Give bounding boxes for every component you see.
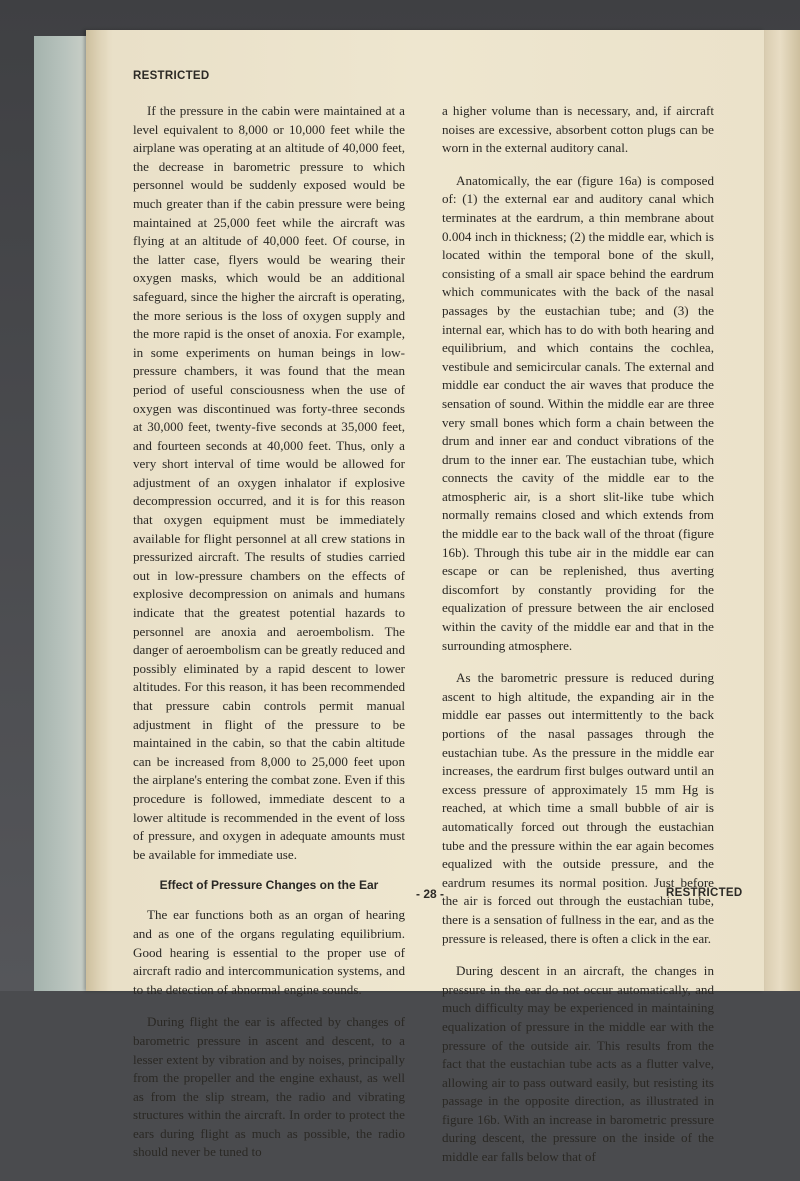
document-page (86, 30, 764, 1165)
right-column (442, 102, 714, 1181)
body-paragraph: During descent in an aircraft, the changes in pressure in the ear do not occur automatically, and much difficulty may be experienced in maintaining equalization of pressure in the middle ear with the pressure of the outside air. This results from the fact that the eustachian tube acts as a flutter valve, allowing air to pass outward easily, but resisting its passage in the opposite direction, as illustrated in figure 16b. With an increase in barometric pressure during descent, the pressure on the inside of the middle ear falls below that of (442, 963, 714, 1165)
facing-page-edge (34, 36, 86, 991)
body-paragraph: The ear functions both as an organ of hearing and as one of the organs regulating equilibrium. Good hearing is essential to the proper use of aircraft radio and intercommunication systems, and to the detection of abnormal engine sounds. (133, 907, 405, 997)
next-page-edge (764, 30, 800, 991)
section-heading: Effect of Pressure Changes on the Ear (159, 878, 379, 893)
body-paragraph: Anatomically, the ear (figure 16a) is composed of: (1) the external ear and auditory canal which terminates at the eardrum, a thin membrane about 0.004 inch in thickness; (2) the middle ear, which is located within the temporal bone of the skull, consisting of a small air space behind the eardrum which communicates with the back of the nasal passages by the eustachian tube; and (3) the internal ear, which has to do with both hearing and equilibrium, and which contains the cochlea, vestibule and semicircular canals. The external and middle ear conduct the air waves that produce the sensation of sound. Within the middle ear are three very small bones which form a chain between the drum and inner ear and conduct vibrations of the drum to the inner ear. The eustachian tube, which connects the cavity of the middle ear to the atmospheric air, is a short slit-like tube which normally remains closed and which extends from the middle ear to the back wall of the throat (figure 16b). Through this tube air in the middle ear can escape or can be replenished, thus averting discomfort by constantly providing for the equalization of pressure between the air enclosed within the cavity of the middle ear and that in the surrounding atmosphere. (442, 172, 714, 653)
footer-classification: RESTRICTED (666, 887, 743, 899)
body-paragraph: During flight the ear is affected by changes of barometric pressure in ascent and descent, to a lesser extent by vibration and by noises, principally from the propeller and the engine exhaust, as well as from the slip stream, the radio and vibrating structures within the aircraft. In order to protect the ears during flight as much as possible, the radio should never be tuned to (133, 1014, 405, 1160)
page-number: - 28 - (416, 887, 445, 901)
body-paragraph: As the barometric pressure is reduced during ascent to high altitude, the expanding air in the middle ear passes out intermittently to the back portions of the nasal passages through the eustachian tube. As the pressure in the middle ear increases, the eardrum first bulges outward until an excess pressure of approximately 15 mm Hg is reached, at which time a small bubble of air is automatically forced out through the eustachian tube and the pressure within the ear again becomes equalized with the outside pressure, and the eardrum resumes its normal position. Just before the air is forced out through the eustachian tube, there is a sensation of fullness in the ear, and as the pressure is released, there is often a click in the ear. (442, 670, 714, 946)
body-paragraph: a higher volume than is necessary, and, if aircraft noises are excessive, absorbent cotton plugs can be worn in the external auditory canal. (442, 103, 714, 156)
body-paragraph: If the pressure in the cabin were maintained at a level equivalent to 8,000 or 10,000 feet while the airplane was operating at an altitude of 40,000 feet, the decrease in barometric pressure to which personnel would be suddenly exposed would be much greater than if the cabin pressure were being maintained at 25,000 feet while the aircraft was flying at an altitude of 40,000 feet. Of course, in the latter case, flyers would be wearing their oxygen masks, which would be an additional safeguard, since the higher the aircraft is operating, the more serious is the loss of oxygen supply and the more rapid is the onset of anoxia. For example, in some experiments on human beings in low-pressure chambers, it was found that the mean period of useful consciousness when the use of oxygen was discontinued was forty-three seconds at 30,000 feet, twenty-five seconds at 35,000 feet, and fourteen seconds at 40,000 feet. Thus, only a very short interval of time would be allowed for adjustment of an oxygen inhalator if explosive decompression occurred, and it is for this reason that oxygen equipment must be immediately available for flight personnel at all crew stations in pressurized aircraft. The results of studies carried out in low-pressure chambers on the effects of explosive decompression on animals and humans indicate that the greatest potential hazards to personnel are anoxia and aeroembolism. The danger of aeroembolism can be greatly reduced and possibly eliminated by a rapid descent to lower altitudes. For this reason, it has been recommended that pressure cabin controls permit manual adjustment in flight of the pressure to be maintained in the cabin, so that the cabin altitude can be increased from 8,000 to 25,000 feet upon the airplane's entering the combat zone. Even if this procedure is followed, immediate descent to a lower altitude is recommended in the event of loss of pressure, and oxygen in adequate amounts must be available for immediate use. (133, 103, 405, 862)
page-binding-shadow (86, 30, 108, 991)
left-column (133, 102, 405, 1176)
header-classification: RESTRICTED (133, 70, 210, 82)
